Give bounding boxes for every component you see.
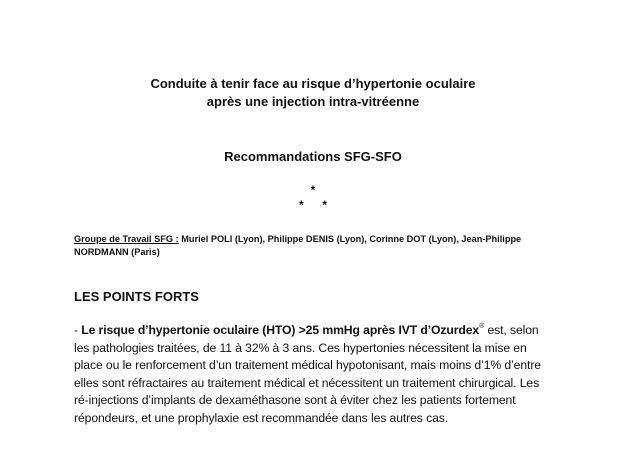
working-group-label: Groupe de Travail SFG : — [74, 234, 179, 244]
document-title — [0, 75, 626, 111]
separator-stars-bottom: * * — [298, 198, 327, 212]
working-group-members: Muriel POLI (Lyon), Philippe DENIS (Lyon), Corinne DOT (Lyon), Jean-Philippe NORDMANN (Paris) — [74, 234, 522, 257]
bullet-body-text: est, selon les pathologies traitées, de 11 à 32% à 3 ans. Ces hypertonies nécessitent la mise en place ou le renforcement d’un traitement médical hypotonisant, mais moins d’1% d’entre elles sont réfractaires au traitement médical et nécessitent un traitement chirurgical. Les ré-injections d’implants de dexaméthasone sont à éviter chez les patients fortement répondeurs, et une prophylaxie est recommandée dans les autres cas. — [74, 323, 541, 425]
document-subtitle: Recommandations SFG-SFO — [224, 149, 402, 164]
bullet-bold-text: Le risque d’hypertonie oculaire (HTO) >25 mmHg après IVT d’Ozurdex — [81, 323, 480, 337]
working-group — [74, 233, 564, 259]
key-point-paragraph — [74, 322, 554, 428]
section-heading: LES POINTS FORTS — [74, 289, 199, 304]
bullet-prefix: - — [74, 323, 82, 337]
title-line-2: après une injection intra-vitréenne — [206, 94, 420, 109]
separator-stars-top: * — [310, 183, 316, 197]
registered-mark: ® — [479, 323, 485, 330]
title-line-1: Conduite à tenir face au risque d’hypertonie oculaire — [150, 76, 476, 91]
